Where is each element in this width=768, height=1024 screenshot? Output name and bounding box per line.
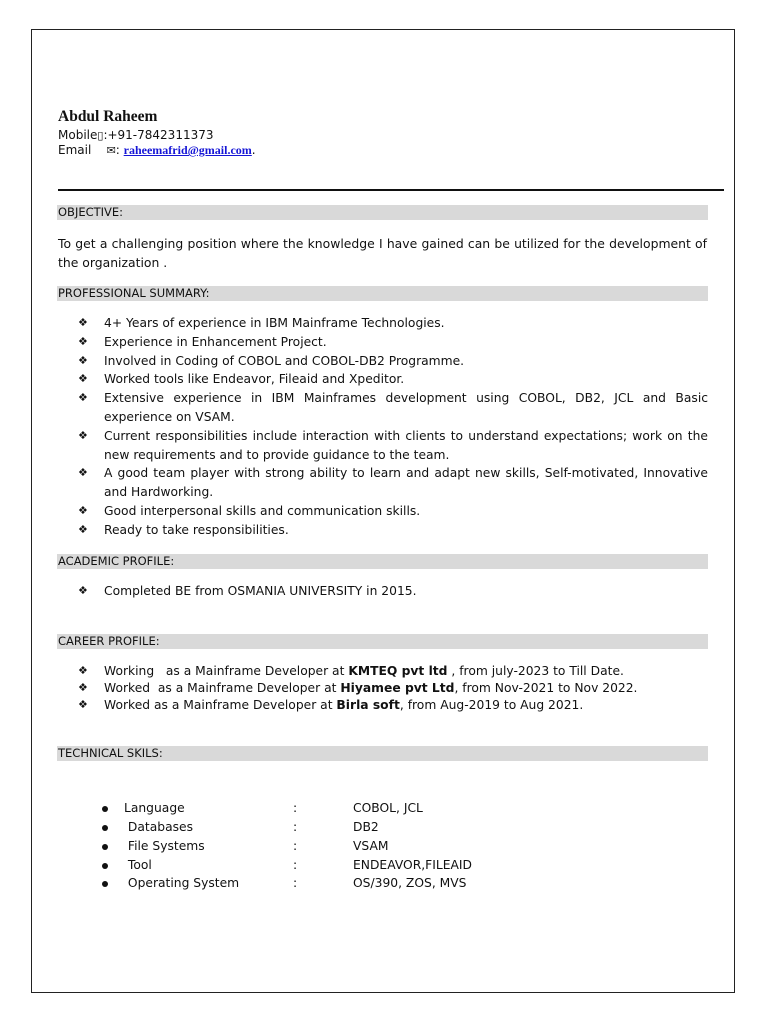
summary-item-text: Worked tools like Endeavor, Fileaid and Xpeditor.: [104, 372, 405, 387]
summary-item-text: Current responsibilities include interaction with clients to understand expectations; work on the new requirements and to provide guidance to the team.: [104, 428, 708, 462]
email-period: .: [251, 143, 256, 157]
academic-heading-text: ACADEMIC PROFILE:: [58, 554, 175, 568]
skill-row-tool: [100, 856, 560, 875]
summary-heading: [57, 286, 708, 301]
career-company: KMTEQ pvt ltd: [348, 664, 448, 678]
header-divider: [58, 189, 724, 191]
objective-heading-text: OBJECTIVE:: [58, 205, 124, 219]
list-item: [78, 680, 708, 697]
list-item: [78, 352, 708, 371]
list-item: [78, 427, 708, 465]
technical-heading-text: TECHNICAL SKILS:: [58, 746, 163, 760]
skill-value: VSAM: [353, 839, 389, 853]
skill-value: DB2: [353, 820, 379, 834]
skill-key: Language: [124, 801, 185, 815]
mobile-number: +91-7842311373: [107, 128, 214, 142]
summary-item-text: 4+ Years of experience in IBM Mainframe Technologies.: [104, 316, 445, 330]
envelope-icon: ✉: [106, 144, 116, 157]
diamond-bullet-icon: ❖: [78, 697, 88, 711]
list-item: [78, 389, 708, 427]
skill-row-databases: [100, 818, 560, 837]
diamond-bullet-icon: ❖: [78, 372, 88, 386]
skill-row-language: [100, 799, 560, 818]
bullet-dot-icon: [102, 881, 108, 887]
email-label: Email: [58, 143, 92, 157]
diamond-bullet-icon: ❖: [78, 522, 88, 536]
list-item: [78, 502, 708, 521]
bullet-dot-icon: [102, 825, 108, 831]
summary-item-text: Extensive experience in IBM Mainframes development using COBOL, DB2, JCL and Basic experience on VSAM.: [104, 391, 708, 424]
mobile-separator: :: [103, 128, 108, 142]
bullet-dot-icon: [102, 806, 108, 812]
career-company: Hiyamee pvt Ltd: [340, 680, 455, 695]
career-heading: [57, 634, 708, 649]
skill-key: File Systems: [124, 839, 205, 853]
summary-item-text: Experience in Enhancement Project.: [104, 334, 327, 349]
phone-icon: ▯: [97, 129, 104, 142]
bullet-dot-icon: [102, 844, 108, 850]
skill-separator: :: [293, 839, 298, 853]
list-item: [78, 663, 708, 680]
summary-item-text: A good team player with strong ability to learn and adapt new skills, Self-motivated, Innovative and Hardworking.: [104, 466, 708, 500]
skill-separator: :: [293, 858, 298, 872]
list-item: [78, 521, 708, 540]
list-item: [78, 582, 708, 601]
diamond-bullet-icon: ❖: [78, 391, 88, 405]
career-role-text: Worked as a Mainframe Developer at: [104, 680, 341, 695]
summary-list: [78, 314, 708, 540]
career-list: [78, 663, 708, 713]
summary-heading-text: PROFESSIONAL SUMMARY:: [58, 286, 210, 300]
diamond-bullet-icon: ❖: [78, 316, 88, 329]
career-role-text: Worked as a Mainframe Developer at: [104, 697, 337, 712]
email-separator: :: [115, 143, 120, 157]
candidate-name: Abdul Raheem: [58, 108, 158, 125]
skill-value: COBOL, JCL: [353, 801, 423, 815]
list-item: [78, 697, 708, 714]
bullet-dot-icon: [102, 863, 108, 869]
diamond-bullet-icon: ❖: [78, 334, 88, 348]
skill-row-file-systems: [100, 837, 560, 856]
career-heading-text: CAREER PROFILE:: [58, 634, 160, 648]
email-link[interactable]: raheemafrid@gmail.com: [123, 143, 252, 157]
objective-heading: [57, 205, 708, 220]
academic-list: [78, 582, 708, 601]
career-company: Birla soft: [336, 697, 400, 712]
career-dates: , from Nov-2021 to Nov 2022.: [454, 680, 638, 695]
academic-item-text: Completed BE from OSMANIA UNIVERSITY in 2015.: [104, 584, 417, 598]
skill-value: OS/390, ZOS, MVS: [353, 876, 467, 890]
skill-separator: :: [293, 801, 298, 815]
email-line: [58, 143, 256, 158]
list-item: [78, 464, 708, 502]
summary-item-text: Good interpersonal skills and communication skills.: [104, 503, 421, 518]
skill-value: ENDEAVOR,FILEAID: [353, 858, 472, 872]
career-role-text: Working as a Mainframe Developer at: [104, 664, 349, 678]
diamond-bullet-icon: ❖: [78, 584, 88, 597]
mobile-line: [58, 128, 214, 143]
list-item: [78, 314, 708, 333]
summary-item-text: Ready to take responsibilities.: [104, 522, 289, 537]
skill-row-operating-system: [100, 874, 560, 893]
career-dates: , from Aug-2019 to Aug 2021.: [399, 697, 584, 712]
skill-key: Tool: [124, 858, 152, 872]
academic-heading: [57, 554, 708, 569]
technical-heading: [57, 746, 708, 761]
skill-separator: :: [293, 820, 298, 834]
diamond-bullet-icon: ❖: [78, 680, 88, 694]
list-item: [78, 370, 708, 389]
list-item: [78, 333, 708, 352]
diamond-bullet-icon: ❖: [78, 466, 88, 480]
objective-text: To get a challenging position where the knowledge I have gained can be utilized for the development of the organization .: [58, 236, 707, 270]
skill-key: Databases: [124, 820, 193, 834]
diamond-bullet-icon: ❖: [78, 353, 88, 367]
mobile-label: Mobile: [58, 128, 98, 142]
career-dates: , from july-2023 to Till Date.: [447, 664, 624, 678]
summary-item-text: Involved in Coding of COBOL and COBOL-DB2 Programme.: [104, 353, 465, 368]
diamond-bullet-icon: ❖: [78, 428, 88, 442]
diamond-bullet-icon: ❖: [78, 664, 88, 677]
skill-key: Operating System: [124, 876, 240, 890]
skill-separator: :: [293, 876, 298, 890]
diamond-bullet-icon: ❖: [78, 503, 88, 517]
